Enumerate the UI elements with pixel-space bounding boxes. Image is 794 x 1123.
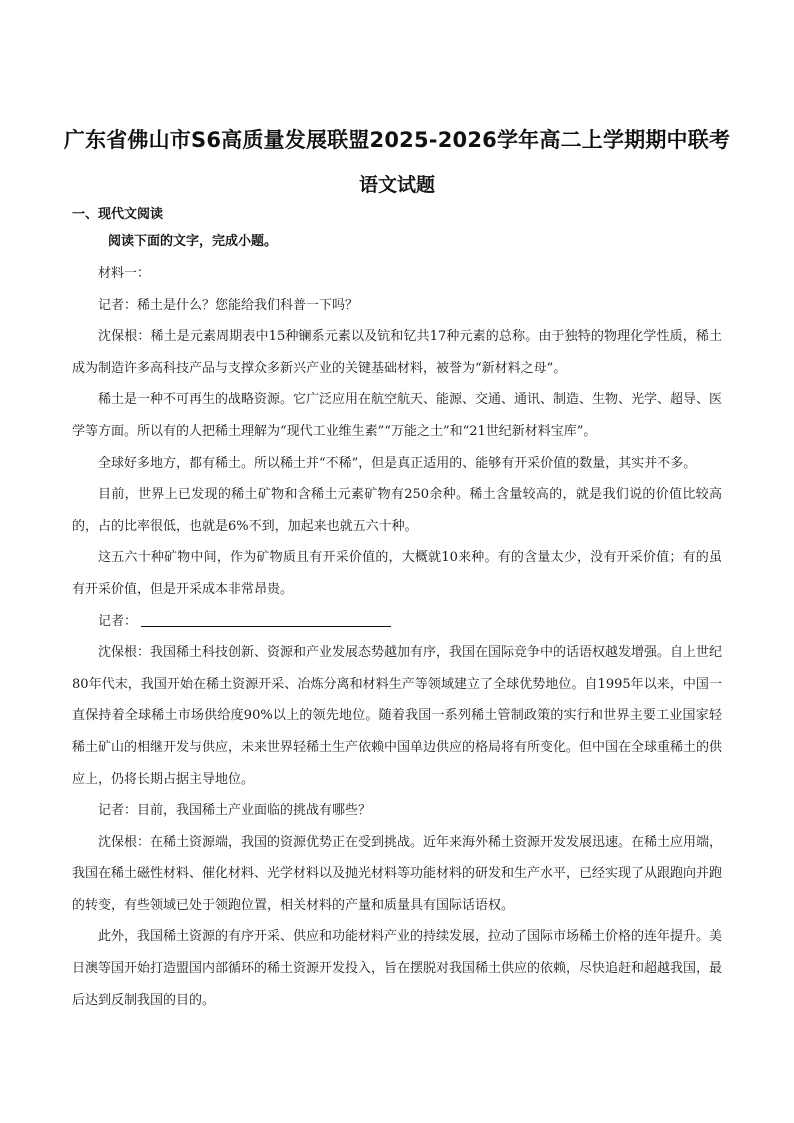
paragraph: 这五六十种矿物中间，作为矿物质且有开采价值的，大概就10来种。有的含量太少，没有开采价值；有的虽有开采价值，但是开采成本非常昂贵。 (72, 550, 722, 597)
paragraph: 记者：目前，我国稀土产业面临的挑战有哪些？ (98, 803, 372, 819)
document-subtitle: 语文试题 (358, 174, 435, 196)
document-title: 广东省佛山市S6高质量发展联盟2025-2026学年高二上学期期中联考 (63, 128, 731, 152)
reading-instruction: 阅读下面的文字，完成小题。 (108, 234, 278, 249)
paragraph: 沈保根：稀土是元素周期表中15种镧系元素以及钪和钇共17种元素的总称。由于独特的物理化学性质，稀土成为制造许多高科技产品与支撑众多新兴产业的关键基础材料，被誉为“新材料之母”。 (72, 329, 722, 376)
paragraph: 全球好多地方，都有稀土。所以稀土并“不稀”，但是真正适用的、能够有开采价值的数量，其实并不多。 (98, 455, 697, 471)
paragraph: 沈保根：我国稀土科技创新、资源和产业发展态势越加有序，我国在国际竞争中的话语权越发增强。自上世纪80年代末，我国开始在稀土资源开采、冶炼分离和材料生产等领域建立了全球优势地位。自1995年以来，中国一直保持着全球稀土市场供给度90%以上的领先地位。随着我国一系列稀土管制政策的实行和世界主要工业国家轻稀土矿山的相继开发与供应，未来世界轻稀土生产依赖中国单边供应的格局将有所变化。但中国在全球重稀土的供应上，仍将长期占据主导地位。 (72, 645, 723, 787)
section-heading: 一、现代文阅读 (72, 207, 164, 222)
reading-passage (72, 258, 722, 1016)
paragraph: 目前，世界上已发现的稀土矿物和含稀土元素矿物有250余种。稀土含量较高的，就是我们说的价值比较高的，占的比率很低，也就是6%不到，加起来也就五六十种。 (72, 487, 722, 534)
paragraph: 记者：稀土是什么？您能给我们科普一下吗？ (98, 297, 359, 313)
reporter-blank-line (72, 606, 722, 638)
reporter-label: 记者： (98, 613, 138, 629)
material-label: 材料一： (98, 266, 151, 281)
paragraph: 此外，我国稀土资源的有序开采、供应和功能材料产业的持续发展，拉动了国际市场稀土价格的连年提升。美日澳等国开始打造盟国内部循环的稀土资源开发投入，旨在摆脱对我国稀土供应的依赖，尽快追赶和超越我国，最后达到反制我国的目的。 (72, 929, 723, 1008)
paragraph: 沈保根：在稀土资源端，我国的资源优势正在受到挑战。近年来海外稀土资源开发发展迅速。在稀土应用端，我国在稀土磁性材料、催化材料、光学材料以及抛光材料等功能材料的研发和生产水平，已经实现了从跟跑向并跑的转变，有些领域已处于领跑位置，相关材料的产量和质量具有国际话语权。 (72, 834, 723, 913)
paragraph: 稀土是一种不可再生的战略资源。它广泛应用在航空航天、能源、交通、通讯、制造、生物、光学、超导、医学等方面。所以有的人把稀土理解为“现代工业维生素”“万能之土”和“21世纪新材料宝库”。 (72, 392, 723, 439)
answer-blank (141, 610, 391, 627)
